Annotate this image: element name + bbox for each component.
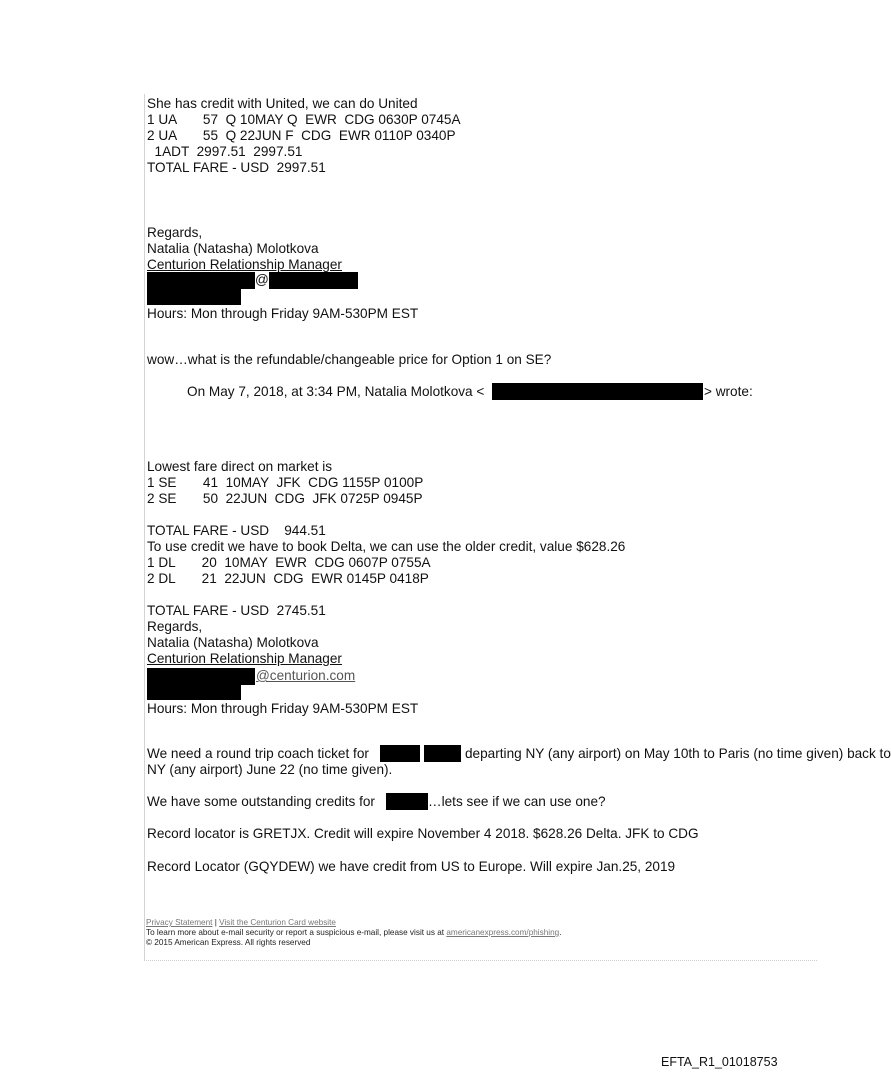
sig1-at-sign: @ (255, 272, 269, 287)
redaction-block (147, 668, 255, 685)
request-p1-continuation: departing NY (any airport) on May 10th to Paris (no time given) back to (465, 746, 891, 761)
sig1-hours: Hours: Mon through Friday 9AM-530PM EST (147, 306, 419, 321)
redaction-block (147, 685, 241, 700)
sig1-title: Centurion Relationship Manager (147, 257, 342, 272)
request-p4: Record Locator (GQYDEW) we have credit from US to Europe. Will expire Jan.25, 2019 (147, 859, 676, 874)
sig2-email-link[interactable]: @centurion.com (256, 668, 356, 683)
email1-flight-line-1: 1 UA 57 Q 10MAY Q EWR CDG 0630P 0745A (147, 112, 461, 127)
sig2-name: Natalia (Natasha) Molotkova (147, 635, 319, 650)
request-p1-second-line: NY (any airport) June 22 (no time given). (147, 762, 393, 777)
sig2-title: Centurion Relationship Manager (147, 651, 342, 666)
email1-total-fare: TOTAL FARE - USD 2997.51 (147, 160, 326, 175)
sig2-hours: Hours: Mon through Friday 9AM-530PM EST (147, 701, 419, 716)
footer-copyright: © 2015 American Express. All rights reserved (146, 938, 311, 947)
footer-links-line (146, 918, 336, 928)
footer-security-period: . (559, 928, 562, 937)
email1-flight-line-2: 2 UA 55 Q 22JUN F CDG EWR 0110P 0340P (147, 128, 456, 143)
request-p2-start: We have some outstanding credits for (147, 794, 375, 809)
email1-intro: She has credit with United, we can do United (147, 96, 418, 111)
email2-total-dl: TOTAL FARE - USD 2745.51 (147, 603, 326, 618)
request-p2-end: …lets see if we can use one? (428, 794, 606, 809)
request-p3: Record locator is GRETJX. Credit will expire November 4 2018. $628.26 Delta. JFK to CDG (147, 826, 699, 841)
redaction-block (380, 745, 420, 762)
redaction-block (424, 745, 461, 762)
quote-header-prefix: On May 7, 2018, at 3:34 PM, Natalia Molotkova < (187, 384, 485, 399)
redaction-block (492, 383, 703, 400)
email2-se-line-2: 2 SE 50 22JUN CDG JFK 0725P 0945P (147, 491, 423, 506)
footer-security-text: To learn more about e-mail security or report a suspicious e-mail, please visit us at (146, 928, 447, 937)
email2-intro: Lowest fare direct on market is (147, 459, 333, 474)
centurion-website-link[interactable]: Visit the Centurion Card website (219, 918, 336, 927)
sig2-regards: Regards, (147, 619, 203, 634)
email2-credit-note: To use credit we have to book Delta, we can use the older credit, value $628.26 (147, 539, 626, 554)
redaction-block (269, 272, 358, 289)
request-p1-start: We need a round trip coach ticket for (147, 746, 369, 761)
footer-separator: | (212, 918, 220, 927)
footer-security-line (146, 928, 561, 938)
sig1-regards: Regards, (147, 225, 203, 240)
reply-question: wow…what is the refundable/changeable price for Option 1 on SE? (147, 352, 552, 367)
email2-dl-line-2: 2 DL 21 22JUN CDG EWR 0145P 0418P (147, 571, 429, 586)
privacy-statement-link[interactable]: Privacy Statement (146, 918, 213, 927)
phishing-link[interactable]: americanexpress.com/phishing (446, 928, 560, 937)
email2-total-se: TOTAL FARE - USD 944.51 (147, 523, 326, 538)
redaction-block (147, 289, 241, 305)
document-id: EFTA_R1_01018753 (661, 1055, 778, 1069)
redaction-block (147, 272, 255, 289)
email2-dl-line-1: 1 DL 20 10MAY EWR CDG 0607P 0755A (147, 555, 431, 570)
sig1-name: Natalia (Natasha) Molotkova (147, 241, 319, 256)
email1-adt-line: 1ADT 2997.51 2997.51 (147, 144, 303, 159)
redaction-block (386, 793, 428, 810)
quote-header-suffix: > wrote: (704, 384, 753, 399)
email2-se-line-1: 1 SE 41 10MAY JFK CDG 1155P 0100P (147, 475, 424, 490)
